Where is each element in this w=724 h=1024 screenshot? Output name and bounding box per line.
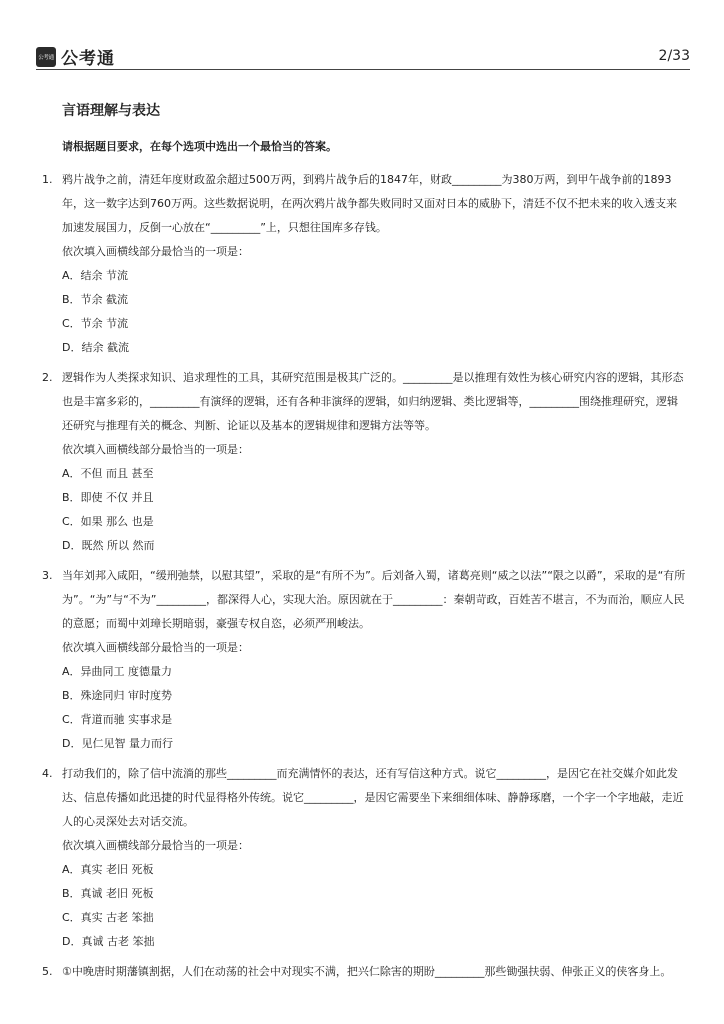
option-d: D．结余 截流 <box>62 341 129 354</box>
instruction: 请根据题目要求，在每个选项中选出一个最恰当的答案。 <box>62 140 337 153</box>
question-prompt: 依次填入画横线部分最恰当的一项是： <box>62 839 249 852</box>
page-header <box>36 42 690 70</box>
question-4 <box>40 762 686 954</box>
option-c: C．如果 那么 也是 <box>62 515 154 528</box>
question-3 <box>40 564 686 756</box>
section-title: 言语理解与表达 <box>62 103 160 119</box>
question-prompt: 依次填入画横线部分最恰当的一项是： <box>62 245 249 258</box>
question-number: 5. <box>42 965 53 978</box>
question-number: 2. <box>42 371 53 384</box>
option-b: B．节余 截流 <box>62 293 129 306</box>
question-stem: ①中晚唐时期藩镇割据，人们在动荡的社会中对现实不满，把兴仁除害的期盼_________那些锄强扶弱、伸张正义的侠客身上。 <box>62 965 672 978</box>
option-a: A．结余 节流 <box>62 269 129 282</box>
logo <box>36 44 115 69</box>
question-number: 4. <box>42 767 53 780</box>
option-b: B．殊途同归 审时度势 <box>62 689 173 702</box>
question-stem: 鸦片战争之前，清廷年度财政盈余超过500万两，到鸦片战争后的1847年，财政_________为380万两，到甲午战争前的1893年，这一数字达到760万两。这些数据说明，在两次鸦片战争都失败同时又面对日本的威胁下，清廷不仅不把未来的收入透支来加速发展国力，反倒一心放在“_________”上，只想往国库多存钱。 <box>62 173 677 234</box>
question-stem: 当年刘邦入咸阳，“缓刑弛禁，以慰其望”，采取的是“有所不为”。后刘备入蜀，诸葛亮则“威之以法”“限之以爵”，采取的是“有所为”。“为”与“不为”_________，都深得人心，实现大治。原因就在于_________：秦朝苛政，百姓苦不堪言，不为而治，顺应人民的意愿；而蜀中刘璋长期暗弱，豪强专权自恣，必须严刑峻法。 <box>62 569 686 630</box>
option-c: C．真实 古老 笨拙 <box>62 911 154 924</box>
option-d: D．见仁见智 量力而行 <box>62 737 173 750</box>
option-a: A．真实 老旧 死板 <box>62 863 154 876</box>
option-b: B．即使 不仅 并且 <box>62 491 154 504</box>
question-2 <box>40 366 686 558</box>
option-d: D．既然 所以 然而 <box>62 539 155 552</box>
document-body <box>40 100 686 990</box>
logo-mark: 公考通 <box>36 47 56 67</box>
option-a: A．不但 而且 甚至 <box>62 467 154 480</box>
logo-text: 公考通 <box>61 49 115 69</box>
question-1 <box>40 168 686 360</box>
option-d: D．真诚 古老 笨拙 <box>62 935 155 948</box>
option-c: C．节余 节流 <box>62 317 129 330</box>
question-prompt: 依次填入画横线部分最恰当的一项是： <box>62 443 249 456</box>
question-stem: 逻辑作为人类探求知识、追求理性的工具，其研究范围是极其广泛的。_________是以推理有效性为核心研究内容的逻辑，其形态也是丰富多彩的，_________有演绎的逻辑，还有各种非演绎的逻辑，如归纳逻辑、类比逻辑等，_________围绕推理研究，逻辑还研究与推理有关的概念、判断、论证以及基本的逻辑规律和逻辑方法等等。 <box>62 371 684 432</box>
option-c: C．背道而驰 实事求是 <box>62 713 173 726</box>
option-a: A．异曲同工 度德量力 <box>62 665 173 678</box>
question-stem: 打动我们的，除了信中流淌的那些_________而充满情怀的表达，还有写信这种方式。说它_________，是因它在社交媒介如此发达、信息传播如此迅捷的时代显得格外传统。说它_________，是因它需要坐下来细细体味、静静琢磨，一个字一个字地敲，走近人的心灵深处去对话交流。 <box>62 767 684 828</box>
header-divider <box>36 69 690 70</box>
option-b: B．真诚 老旧 死板 <box>62 887 154 900</box>
question-prompt: 依次填入画横线部分最恰当的一项是： <box>62 641 249 654</box>
question-5 <box>40 960 686 984</box>
page-number: 2/33 <box>658 48 690 64</box>
question-number: 1. <box>42 173 53 186</box>
question-number: 3. <box>42 569 53 582</box>
